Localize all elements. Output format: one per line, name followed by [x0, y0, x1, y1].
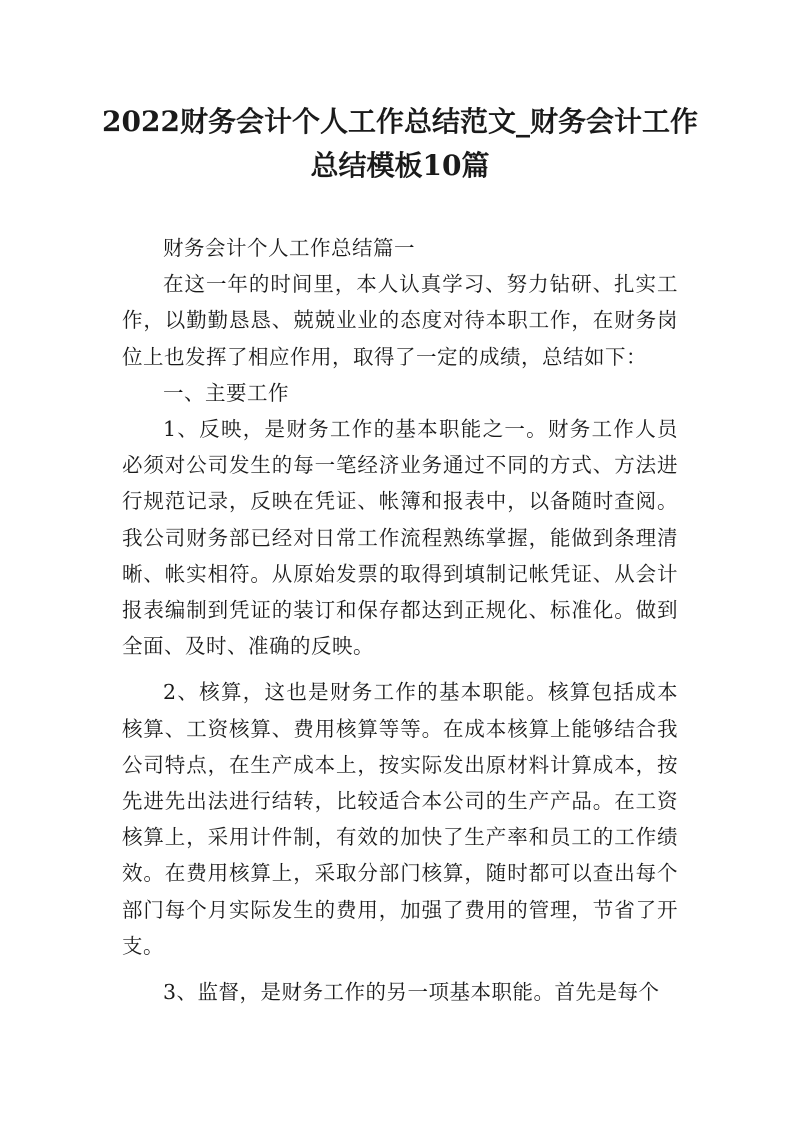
body-paragraph: 在这一年的时间里，本人认真学习、努力钻研、扎实工作，以勤勤恳恳、兢兢业业的态度对待本职工作，在财务岗位上也发挥了相应作用，取得了一定的成绩，总结如下： [122, 272, 678, 369]
body-paragraph: 1、反映，是财务工作的基本职能之一。财务工作人员必须对公司发生的每一笔经济业务通过不同的方式、方法进行规范记录，反映在凭证、帐簿和报表中，以备随时查阅。我公司财务部已经对日常工作流程熟练掌握，能做到条理清晰、帐实相符。从原始发票的取得到填制记帐凭证、从会计报表编制到凭证的装订和保存都达到正规化、标准化。做到全面、及时、准确的反映。 [122, 417, 678, 659]
document-body [122, 230, 678, 1010]
body-paragraph: 3、监督，是财务工作的另一项基本职能。首先是每个 [163, 980, 660, 1005]
document-title: 2022财务会计个人工作总结范文_财务会计工作总结模板10篇 [102, 105, 698, 182]
body-paragraph: 2、核算，这也是财务工作的基本职能。核算包括成本核算、工资核算、费用核算等等。在成本核算上能够结合我公司特点，在生产成本上，按实际发出原材料计算成本，按先进先出法进行结转，比较适合本公司的生产产品。在工资核算上，采用计件制，有效的加快了生产率和员工的工作绩效。在费用核算上，采取分部门核算，随时都可以查出每个部门每个月实际发生的费用，加强了费用的管理，节省了开支。 [122, 680, 678, 958]
subsection-heading: 一、主要工作 [163, 380, 289, 405]
section-heading: 财务会计个人工作总结篇一 [163, 236, 415, 260]
